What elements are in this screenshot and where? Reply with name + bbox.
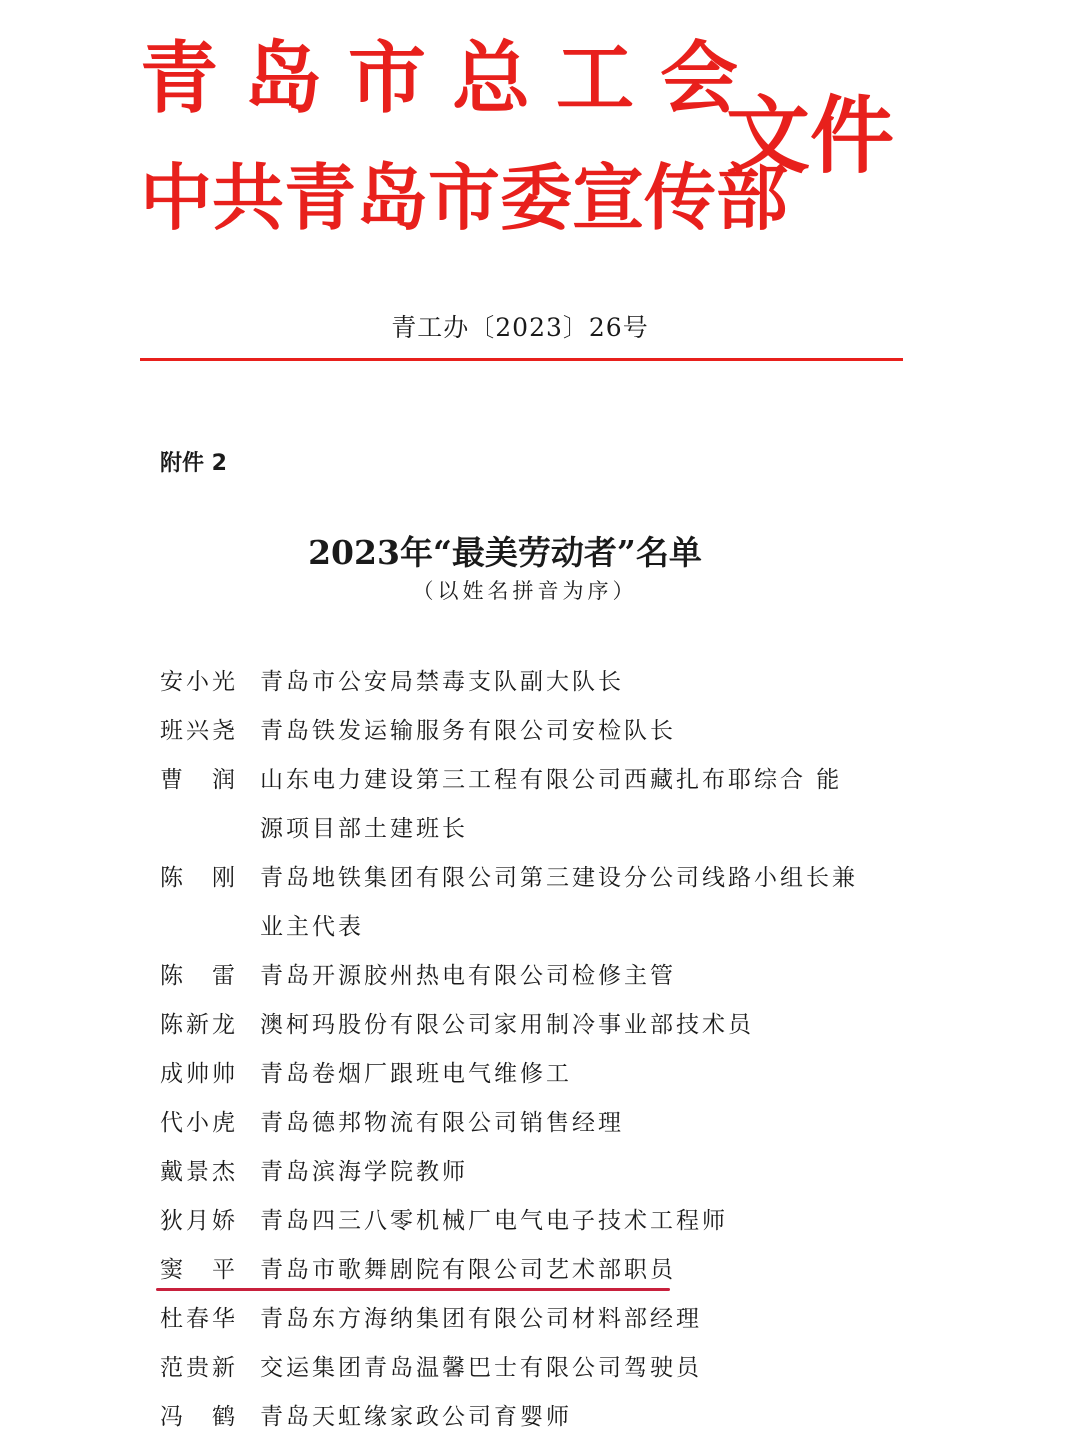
honoree-name: 曹 润 — [160, 767, 238, 793]
list-item — [160, 1197, 860, 1246]
honoree-position: 澳柯玛股份有限公司家用制冷事业部技术员 — [260, 1012, 754, 1038]
honoree-name: 戴景杰 — [160, 1159, 238, 1185]
honoree-position: 青岛地铁集团有限公司第三建设分公司线路小组长兼业主代表 — [260, 865, 858, 940]
honoree-name: 范贵新 — [160, 1355, 238, 1381]
list-item — [160, 1148, 860, 1197]
honoree-position: 青岛卷烟厂跟班电气维修工 — [260, 1061, 572, 1087]
list-item — [160, 854, 860, 952]
list-item — [160, 1393, 860, 1442]
list-title: 2023年“最美劳动者”名单 — [308, 533, 702, 572]
list-item — [160, 952, 860, 1001]
list-item — [160, 1050, 860, 1099]
list-item — [160, 658, 860, 707]
document-number: 青工办〔2023〕26号 — [391, 313, 649, 342]
honoree-position: 青岛铁发运输服务有限公司安检队长 — [260, 718, 676, 744]
attachment-label: 附件 2 — [160, 451, 227, 476]
honoree-name: 窦 平 — [160, 1257, 238, 1283]
honoree-position: 青岛滨海学院教师 — [260, 1159, 468, 1185]
honoree-name: 成帅帅 — [160, 1061, 238, 1087]
honoree-position: 青岛市公安局禁毒支队副大队长 — [260, 669, 624, 695]
honoree-position: 青岛德邦物流有限公司销售经理 — [260, 1110, 624, 1136]
issuer-line-2: 中共青岛市委宣传部 — [140, 156, 789, 240]
honoree-name: 狄月娇 — [160, 1208, 238, 1234]
document-type: 文件 — [726, 87, 895, 185]
honoree-position: 青岛天虹缘家政公司育婴师 — [260, 1404, 572, 1430]
issuer-line-1: 青岛市总工会 — [140, 34, 765, 124]
honoree-name: 杜春华 — [160, 1306, 238, 1332]
honoree-name: 代小虎 — [160, 1110, 238, 1136]
honoree-position: 青岛东方海纳集团有限公司材料部经理 — [260, 1306, 702, 1332]
honoree-position: 山东电力建设第三工程有限公司西藏扎布耶综合 能源项目部土建班长 — [260, 767, 843, 842]
honoree-position: 青岛开源胶州热电有限公司检修主管 — [260, 963, 676, 989]
honoree-name: 冯 鹤 — [160, 1404, 238, 1430]
honoree-position: 青岛市歌舞剧院有限公司艺术部职员 — [260, 1257, 676, 1283]
honoree-name: 安小光 — [160, 669, 238, 695]
list-item — [160, 1344, 860, 1393]
list-subtitle: （以姓名拼音为序） — [412, 579, 638, 603]
honoree-name: 陈新龙 — [160, 1012, 238, 1038]
honoree-position: 交运集团青岛温馨巴士有限公司驾驶员 — [260, 1355, 702, 1381]
honoree-list — [160, 658, 860, 1442]
list-item — [160, 1001, 860, 1050]
honoree-name: 陈 刚 — [160, 865, 238, 891]
honoree-name: 陈 雷 — [160, 963, 238, 989]
list-item — [160, 1295, 860, 1344]
list-item — [160, 1099, 860, 1148]
red-divider — [140, 358, 903, 361]
list-item — [160, 707, 860, 756]
honoree-name: 班兴尧 — [160, 718, 238, 744]
list-item — [160, 756, 860, 854]
highlight-underline — [156, 1288, 670, 1291]
honoree-position: 青岛四三八零机械厂电气电子技术工程师 — [260, 1208, 728, 1234]
